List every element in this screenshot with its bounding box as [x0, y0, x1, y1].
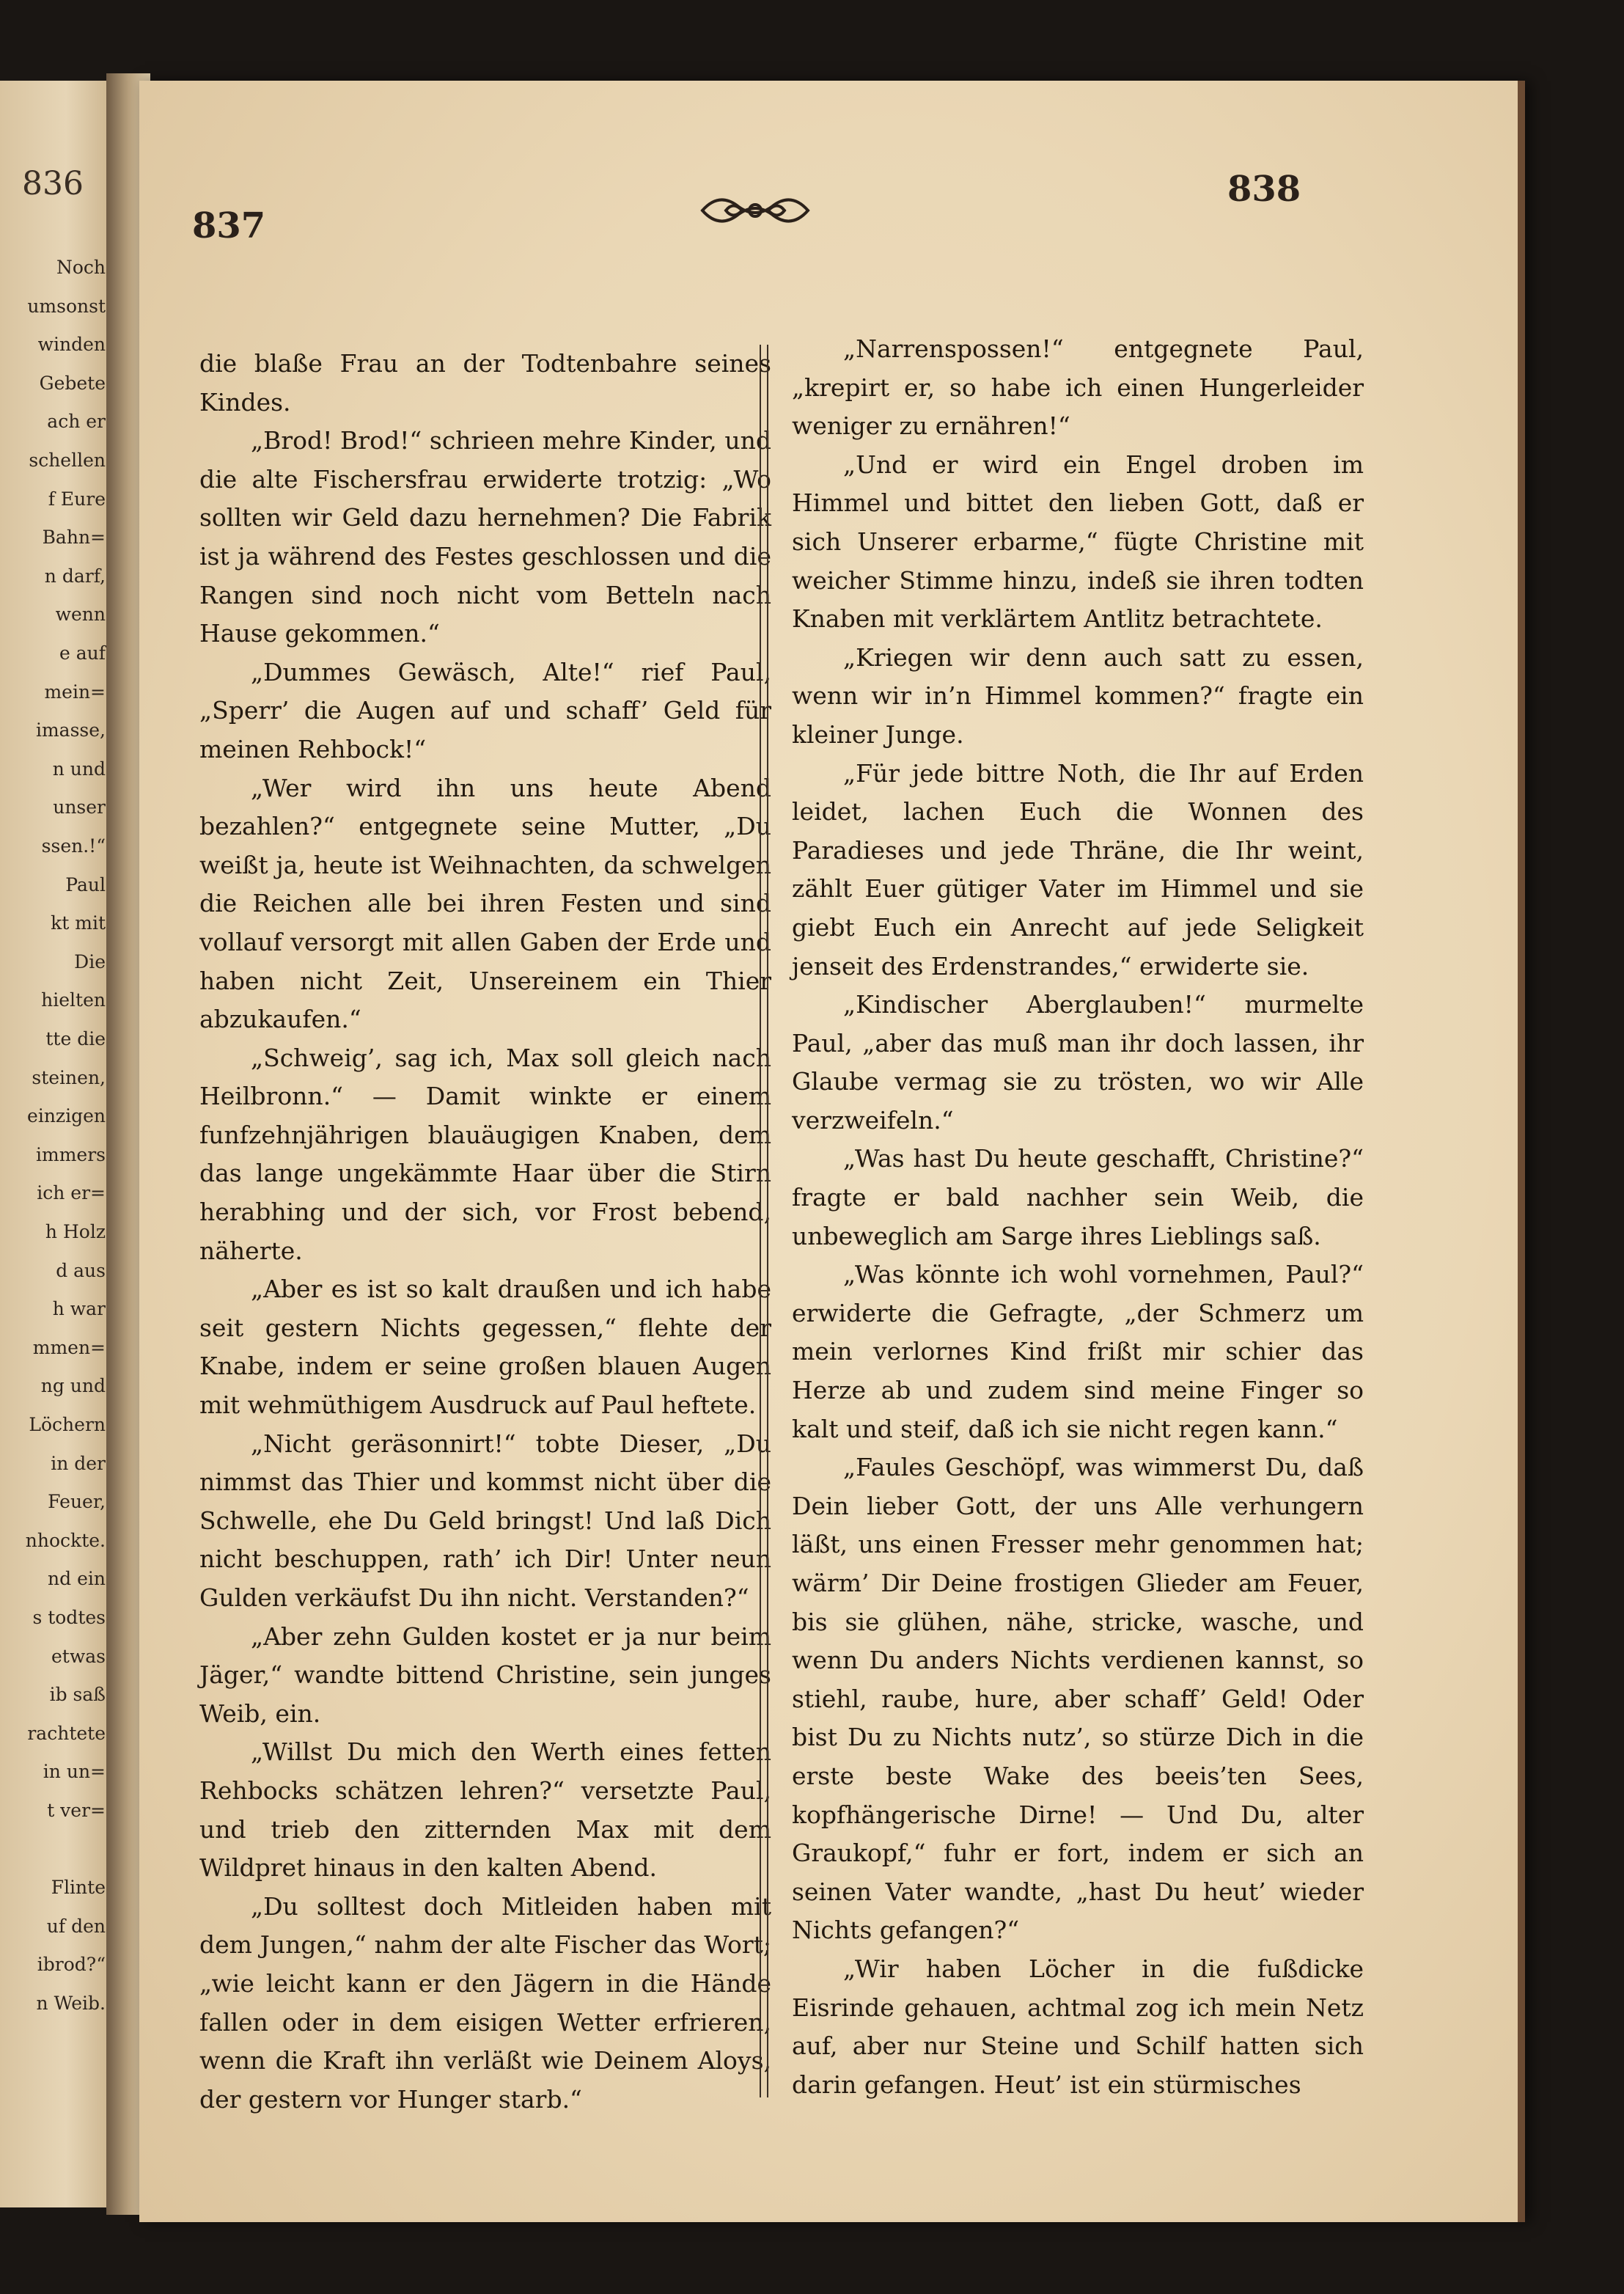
previous-page-line: winden: [37, 334, 106, 356]
paragraph: „Wir haben Löcher in die fußdicke Eisrinde gehauen, achtmal zog ich mein Netz auf, aber nur Steine und Schilf hatten sich darin gefangen. Heut’ ist ein stürmisches: [792, 1954, 1364, 2099]
paragraph: „Nicht geräsonnirt!“ tobte Dieser, „Du nimmst das Thier und kommst nicht über die Schwelle, ehe Du Geld bringst! Und laß Dich nicht beschuppen, rath’ ich Dir! Unter neun Gulden verkäufst Du ihn nicht. Verstanden?“: [199, 1429, 771, 1612]
previous-page-number: 836: [22, 165, 84, 202]
page-number-right: 838: [1227, 169, 1301, 210]
paragraph: die blaße Frau an der Todtenbahre seines Kindes.: [199, 349, 771, 417]
previous-page-line: nhockte.: [25, 1529, 106, 1551]
previous-page-line: wenn: [55, 604, 106, 626]
paragraph: „Kriegen wir denn auch satt zu essen, wenn wir in’n Himmel kommen?“ fragte ein kleiner Junge.: [792, 642, 1364, 749]
paragraph: „Kindischer Aberglauben!“ murmelte Paul, „aber das muß man ihr doch lassen, ihr Glaube vermag sie zu trösten, wo wir Alle verzweifeln.“: [792, 990, 1364, 1135]
paragraph: „Willst Du mich den Werth eines fetten Rehbocks schätzen lehren?“ versetzte Paul, und trieb den zitternden Max mit dem Wildpret hinaus in den kalten Abend.: [199, 1737, 771, 1883]
paragraph: „Und er wird ein Engel droben im Himmel und bittet den lieben Gott, daß er sich Unserer erbarme,“ fügte Christine mit weicher Stimme hinzu, indeß sie ihren todten Knaben mit verklärtem Antlitz betrachtete.: [792, 450, 1364, 634]
previous-page-line: in un=: [43, 1761, 106, 1783]
paragraph: „Faules Geschöpf, was wimmerst Du, daß Dein lieber Gott, der uns Alle verhungern läßt, uns einen Fresser mehr genommen hat; wärm’ Dir Deine frostigen Glieder am Feuer, bis sie glühen, nähe, stricke, wasche, und wenn Du anders Nichts verdienen kannst, so stiehl, raube, hure, aber schaff’ Geld! Oder bist Du zu Nichts nutz’, so stürze Dich in die erste beste Wake des beeis’ten Sees, kopfhängerische Dirne! — Und Du, alter Graukopf,“ fuhr er fort, indem er sich an seinen Vater wandte, „hast Du heut’ wieder Nichts gefangen?“: [792, 1453, 1364, 1945]
previous-page-line: Löchern: [29, 1414, 106, 1435]
paragraph: „Aber es ist so kalt draußen und ich habe seit gestern Nichts gegessen,“ flehte der Knabe, indem er seine großen blauen Augen mit wehmüthigem Ausdruck auf Paul heftete.: [199, 1275, 771, 1420]
previous-page-edge: [0, 81, 110, 2207]
previous-page-line: t ver=: [47, 1800, 106, 1821]
previous-page-line: h war: [52, 1298, 106, 1320]
book-page: [139, 81, 1525, 2222]
paragraph: „Brod! Brod!“ schrieen mehre Kinder, und die alte Fischersfrau erwiderte trotzig: „Wo sollten wir Geld dazu hernehmen? Die Fabrik ist ja während des Festes geschlossen und die Rangen sind noch nicht vom Betteln nach Hause gekommen.“: [199, 426, 771, 648]
previous-page-line: rachtete: [27, 1722, 106, 1744]
previous-page-line: n und: [52, 758, 106, 780]
previous-page-line: tte die: [45, 1028, 106, 1049]
previous-page-line: Gebete: [39, 372, 106, 394]
paragraph: „Narrenspossen!“ entgegnete Paul, „krepirt er, so habe ich einen Hungerleider weniger zu ernähren!“: [792, 334, 1364, 441]
previous-page-line: schellen: [29, 450, 106, 471]
previous-page-line: Die: [74, 950, 106, 972]
previous-page-line: n darf,: [44, 565, 106, 587]
previous-page-line: steinen,: [32, 1066, 106, 1088]
previous-page-line: ich er=: [37, 1182, 106, 1204]
previous-page-line: immers: [36, 1143, 106, 1165]
previous-page-line: mein=: [44, 681, 106, 703]
previous-page-line: ach er: [47, 411, 106, 433]
paragraph: „Was könnte ich wohl vornehmen, Paul?“ erwiderte die Gefragte, „der Schmerz um mein verlornes Kind frißt mir schier das Herze ab und zudem sind meine Finger so kalt und steif, daß ich sie nicht regen kann.“: [792, 1260, 1364, 1443]
paragraph: „Wer wird ihn uns heute Abend bezahlen?“ entgegnete seine Mutter, „Du weißt ja, heute ist Weihnachten, da schwelgen die Reichen alle bei ihren Festen und sind vollauf versorgt mit allen Gaben der Erde und haben nicht Zeit, Unsereinem ein Thier abzukaufen.“: [199, 773, 771, 1034]
previous-page-line: h Holz: [45, 1221, 106, 1242]
paragraph: „Dummes Gewäsch, Alte!“ rief Paul, „Sperr’ die Augen auf und schaff’ Geld für meinen Rehbock!“: [199, 657, 771, 763]
previous-page-line: umsonst: [27, 295, 106, 317]
previous-page-line: uf den: [46, 1915, 106, 1937]
paragraph: „Für jede bittre Noth, die Ihr auf Erden leidet, lachen Euch die Wonnen des Paradieses und jede Thräne, die Ihr weint, zählt Euer gütiger Vater im Himmel und sie giebt Euch ein Anrecht auf jede Seligkeit jenseit des Erdenstrandes,“ erwiderte sie.: [792, 758, 1364, 981]
previous-page-line: Feuer,: [48, 1491, 106, 1513]
previous-page-line: ib saß: [49, 1684, 106, 1706]
page-number-left: 837: [192, 205, 266, 246]
previous-page-line: Noch: [56, 257, 106, 278]
previous-page-line: ibrod?“: [37, 1954, 106, 1976]
previous-page-line: Bahn=: [42, 527, 106, 549]
previous-page-line: in der: [51, 1452, 106, 1474]
ornament-icon: [697, 185, 814, 236]
previous-page-line: imasse,: [35, 719, 106, 741]
previous-page-line: n Weib.: [36, 1993, 106, 2014]
previous-page-line: hielten: [41, 989, 106, 1011]
paragraph: „Du solltest doch Mitleiden haben mit dem Jungen,“ nahm der alte Fischer das Wort; „wie leicht kann er den Jägern in die Hände fallen oder in dem eisigen Wetter erfrieren, wenn die Kraft ihn verläßt wie Deinem Aloys, der gestern vor Hunger starb.“: [199, 1891, 771, 2114]
previous-page-line: etwas: [51, 1645, 106, 1667]
previous-page-line: ssen.!“: [41, 835, 106, 857]
previous-page-line: Paul: [65, 873, 106, 895]
column-divider: [760, 345, 768, 2097]
previous-page-line: s todtes: [32, 1607, 106, 1628]
previous-page-line: f Eure: [48, 488, 106, 510]
paragraph: „Schweig’, sag ich, Max soll gleich nach Heilbronn.“ — Damit winkte er einem funfzehnjährigen blauäugigen Knaben, dem das lange ungekämmte Haar über die Stirn herabhing und der sich, vor Frost bebend, näherte.: [199, 1043, 771, 1265]
previous-page-line: kt mit: [51, 912, 106, 934]
previous-page-line: unser: [53, 796, 106, 818]
text-column-left: [199, 345, 771, 2119]
previous-page-line: ng und: [40, 1375, 106, 1397]
previous-page-line: d aus: [56, 1259, 106, 1281]
previous-page-line: e auf: [59, 642, 106, 664]
previous-page-line: einzigen: [27, 1105, 106, 1127]
previous-page-line: mmen=: [32, 1336, 106, 1358]
paragraph: „Aber zehn Gulden kostet er ja nur beim Jäger,“ wandte bittend Christine, sein junges Weib, ein.: [199, 1621, 771, 1728]
text-column-right: [792, 330, 1364, 2104]
paragraph: „Was hast Du heute geschafft, Christine?“ fragte er bald nachher sein Weib, die unbeweglich am Sarge ihres Lieblings saß.: [792, 1144, 1364, 1250]
previous-page-line: Flinte: [51, 1877, 106, 1899]
previous-page-line: nd ein: [48, 1568, 106, 1590]
